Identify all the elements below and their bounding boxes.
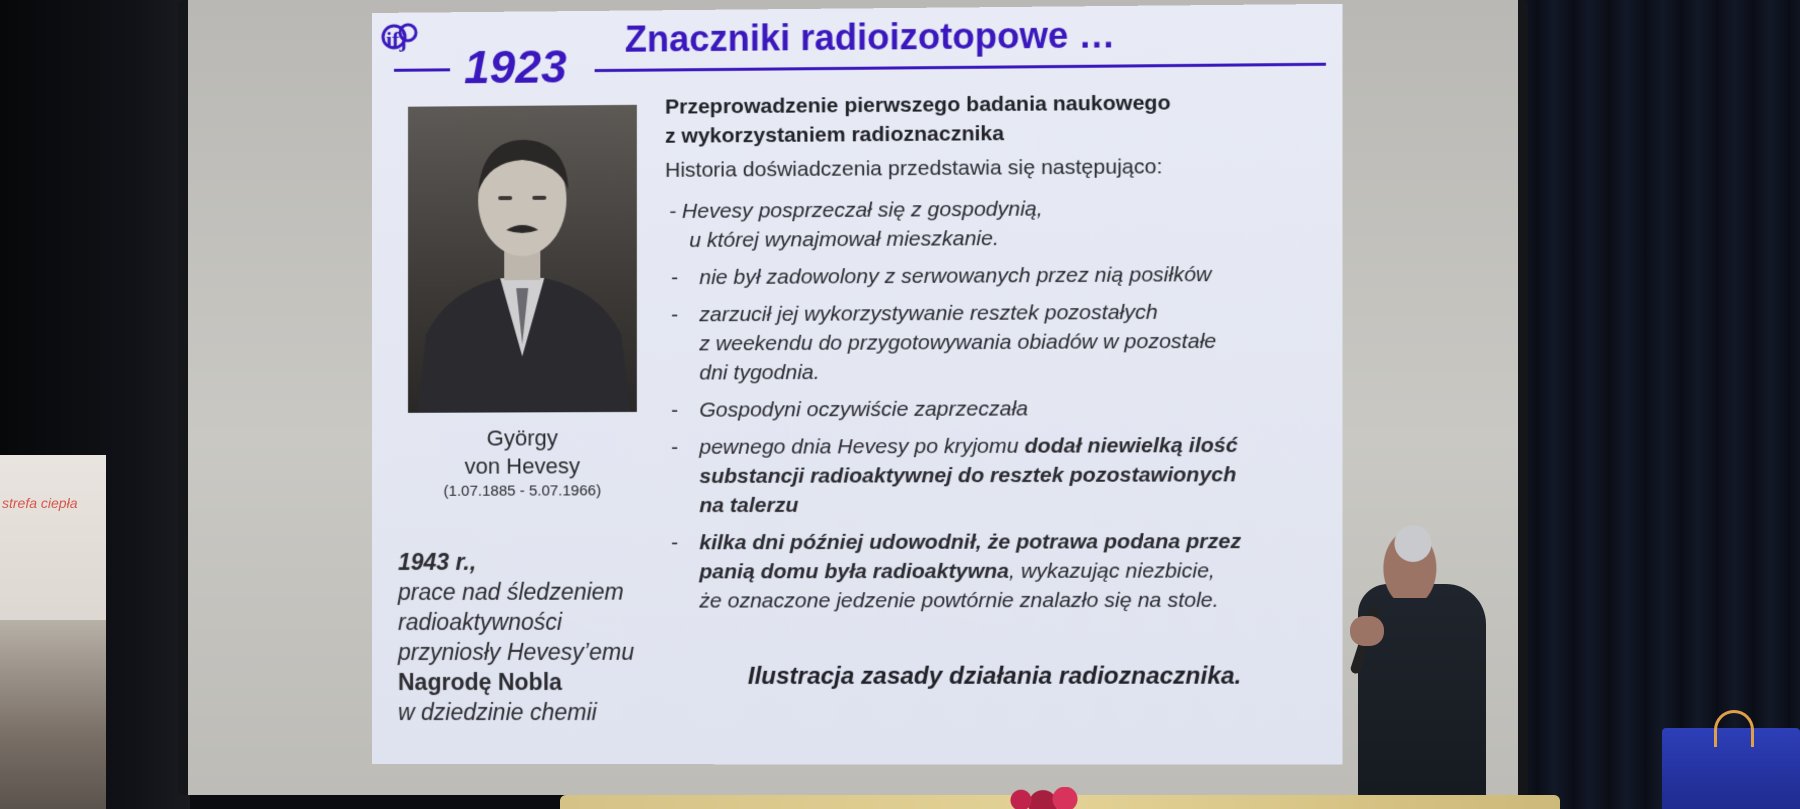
bullet-dash: - (671, 398, 679, 422)
bullet-3 (669, 297, 1320, 388)
bullet-4-text: Gospodyni oczywiście zaprzeczała (699, 397, 1029, 422)
portrait-caption (408, 424, 637, 481)
intro-heading (665, 87, 1316, 151)
bag-handle (1714, 710, 1754, 747)
nobel-year: 1943 r., (398, 548, 477, 575)
curtain-right (1500, 0, 1800, 809)
portrait-photo (408, 105, 637, 413)
nobel-line-1: prace nad śledzeniem (398, 578, 624, 605)
bullet-5 (669, 430, 1320, 520)
bullet-2 (669, 259, 1320, 292)
bullet-dash: - (671, 531, 679, 555)
rollup-banner (0, 455, 106, 809)
bullet-5-bold-3: na talerzu (699, 493, 799, 518)
nobel-prize: Nagrodę Nobla (398, 668, 563, 695)
bullet-1-line-1: - Hevesy posprzeczał się z gospodynią, (669, 197, 1043, 224)
nobel-line-3: przyniosły Hevesy’emu (398, 638, 635, 665)
bullet-3-line-3: dni tygodnia. (699, 360, 820, 385)
bullet-2-text: nie był zadowolony z serwowanych przez nią posiłków (699, 262, 1212, 290)
illustration-caption: Ilustracja zasady działania radioznacznika. (747, 662, 1242, 690)
bullet-6-line-3: że oznaczone jedzenie powtórnie znalazło się na stole. (699, 588, 1219, 613)
intro-line-1: Przeprowadzenie pierwszego badania naukowego (665, 91, 1171, 119)
bullet-dash: - (671, 303, 679, 327)
bullet-6-bold-1: kilka dni później udowodnił, że potrawa podana przez (699, 529, 1242, 555)
bullet-5-bold-2: substancji radioaktywnej do resztek pozostawionych (699, 463, 1237, 489)
speaker-hand (1350, 616, 1384, 646)
bullet-dash: - (671, 266, 679, 290)
bullet-1 (669, 192, 1320, 255)
portrait-name-first: György (486, 425, 558, 451)
bullet-5-bold-1: dodał niewielką ilość (1024, 433, 1238, 458)
nobel-line-2: radioaktywności (398, 608, 563, 635)
flower-arrangement (988, 787, 1098, 809)
speaker-person (1330, 520, 1510, 809)
history-line: Historia doświadczenia przedstawia się następująco: (665, 155, 1163, 182)
bullet-6-bold-2: panią domu była radioaktywna (699, 559, 1010, 584)
banner-text: strefa ciepła (2, 495, 78, 511)
bullet-5-normal: pewnego dnia Hevesy po kryjomu (699, 434, 1025, 459)
story-bullets (669, 192, 1320, 623)
ifj-logo-icon (378, 18, 430, 58)
bullet-6 (669, 527, 1320, 616)
bullet-6-normal-2: , wykazując niezbicie, (1009, 559, 1215, 583)
bullet-3-line-2: z weekendu do przygotowywania obiadów w pozostałe (699, 329, 1217, 356)
banner-photo (0, 620, 106, 809)
intro-line-2: z wykorzystaniem radioznacznika (665, 121, 1005, 148)
bullet-dash: - (671, 435, 679, 459)
title-rule-left (394, 68, 450, 71)
bullet-3-line-1: zarzucił jej wykorzystywanie resztek pozostałych (699, 300, 1158, 327)
svg-text:ifj: ifj (385, 26, 407, 52)
portrait-dates: (1.07.1885 - 5.07.1966) (443, 482, 602, 500)
nobel-note (398, 546, 669, 727)
title-rule-right (595, 63, 1326, 72)
projected-slide (372, 4, 1342, 765)
slide-title: Znaczniki radioizotopowe … (624, 14, 1116, 60)
portrait-name-last: von Hevesy (464, 453, 580, 479)
bullet-1-line-2: u której wynajmował mieszkanie. (689, 226, 999, 253)
slide-year: 1923 (464, 40, 567, 94)
bullet-4 (669, 393, 1320, 425)
nobel-line-5: w dziedzinie chemii (398, 698, 597, 726)
speaker-head (1382, 520, 1444, 598)
gift-bag (1662, 728, 1800, 809)
